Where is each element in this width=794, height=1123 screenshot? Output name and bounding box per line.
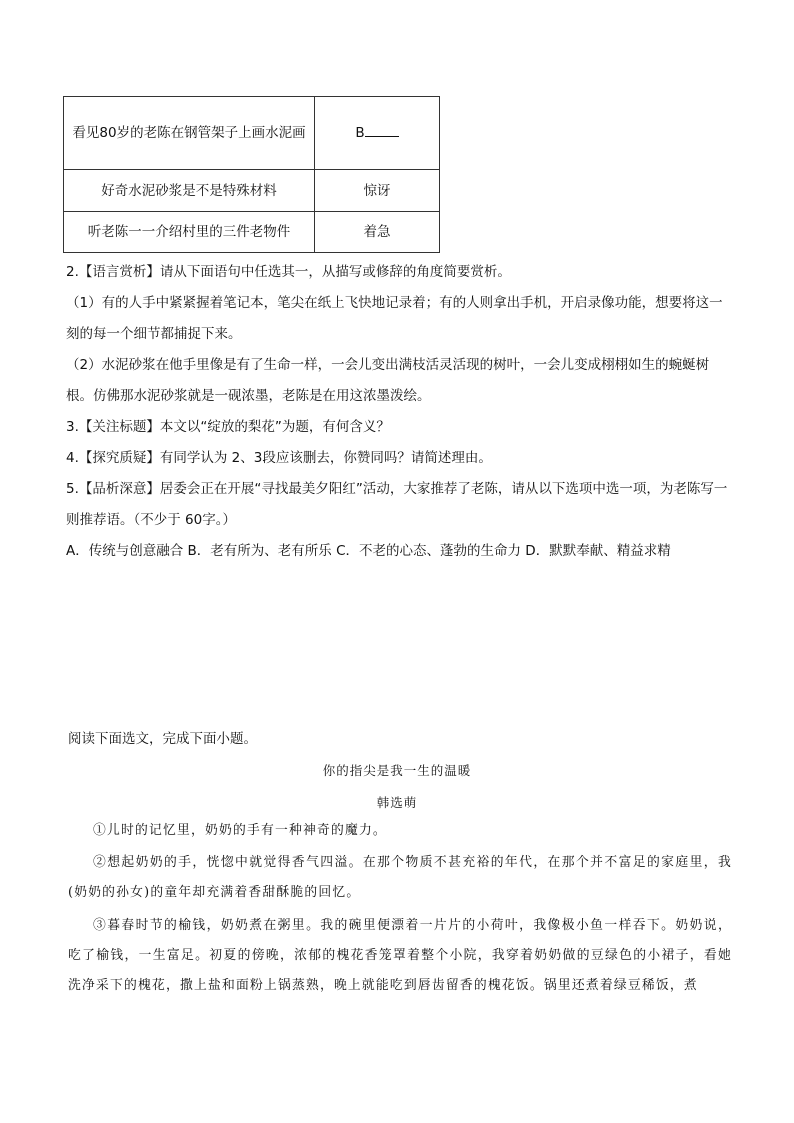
info-table	[63, 96, 440, 253]
table-row	[64, 212, 440, 253]
question-4: 4.【探究质疑】有同学认为 2、3段应该删去，你赞同吗？请简述理由。	[66, 450, 492, 466]
table-row	[64, 170, 440, 212]
passage-author: 韩选萌	[376, 795, 418, 810]
passage-paragraph: ③暮春时节的榆钱，奶奶煮在粥里。我的碗里便漂着一片片的小荷叶，我像极小鱼一样吞下。奶奶说，吃了榆钱，一生富足。初夏的傍晚，浓郁的槐花香笼罩着整个小院，我穿着奶奶做的豆绿色的小裙子，看她洗净采下的槐花，撒上盐和面粉上锅蒸熟，晚上就能吃到唇齿留香的槐花饭。锅里还煮着绿豆稀饭，煮	[68, 918, 732, 993]
question-2-option-1: （1）有的人手中紧紧握着笔记本，笔尖在纸上飞快地记录着；有的人则拿出手机，开启录像功能，想要将这一刻的每一个细节都捕捉下来。	[66, 295, 723, 342]
question-2: 2.【语言赏析】请从下面语句中任选其一，从描写或修辞的角度简要赏析。	[66, 264, 511, 280]
passage-title: 你的指尖是我一生的温暖	[322, 763, 472, 778]
passage-instruction: 阅读下面选文，完成下面小题。	[68, 731, 257, 747]
blank-line	[365, 124, 399, 137]
passage-paragraph: ①儿时的记忆里，奶奶的手有一种神奇的魔力。	[93, 823, 387, 838]
question-5: 5.【品析深意】居委会正在开展“寻找最美夕阳红”活动，大家推荐了老陈，请从以下选项中选一项，为老陈写一则推荐语。（不少于 60字。）	[66, 481, 728, 528]
question-5-options: A．传统与创意融合 B．老有所为、老有所乐 C．不老的心态、蓬勃的生命力 D．默默奉献、精益求精	[66, 543, 671, 559]
table-row	[64, 97, 440, 170]
passage-paragraph: ②想起奶奶的手，恍惚中就觉得香气四溢。在那个物质不甚充裕的年代，在那个并不富足的家庭里，我(奶奶的孙女)的童年却充满着香甜酥脆的回忆。	[68, 855, 732, 900]
table-cell: 看见80岁的老陈在钢管架子上画水泥画	[64, 97, 315, 170]
question-2-option-2: （2）水泥砂浆在他手里像是有了生命一样，一会儿变出满枝活灵活现的树叶，一会儿变成栩栩如生的蜿蜒树根。仿佛那水泥砂浆就是一砚浓墨，老陈是在用这浓墨泼绘。	[66, 357, 710, 404]
table-cell: 惊讶	[315, 170, 440, 212]
blank-label: B	[355, 125, 365, 141]
answer-blank-cell	[315, 97, 440, 170]
table-cell: 好奇水泥砂浆是不是特殊材料	[64, 170, 315, 212]
table-cell: 着急	[315, 212, 440, 253]
table-cell: 听老陈一一介绍村里的三件老物件	[64, 212, 315, 253]
question-3: 3.【关注标题】本文以“绽放的梨花”为题，有何含义？	[66, 419, 390, 435]
